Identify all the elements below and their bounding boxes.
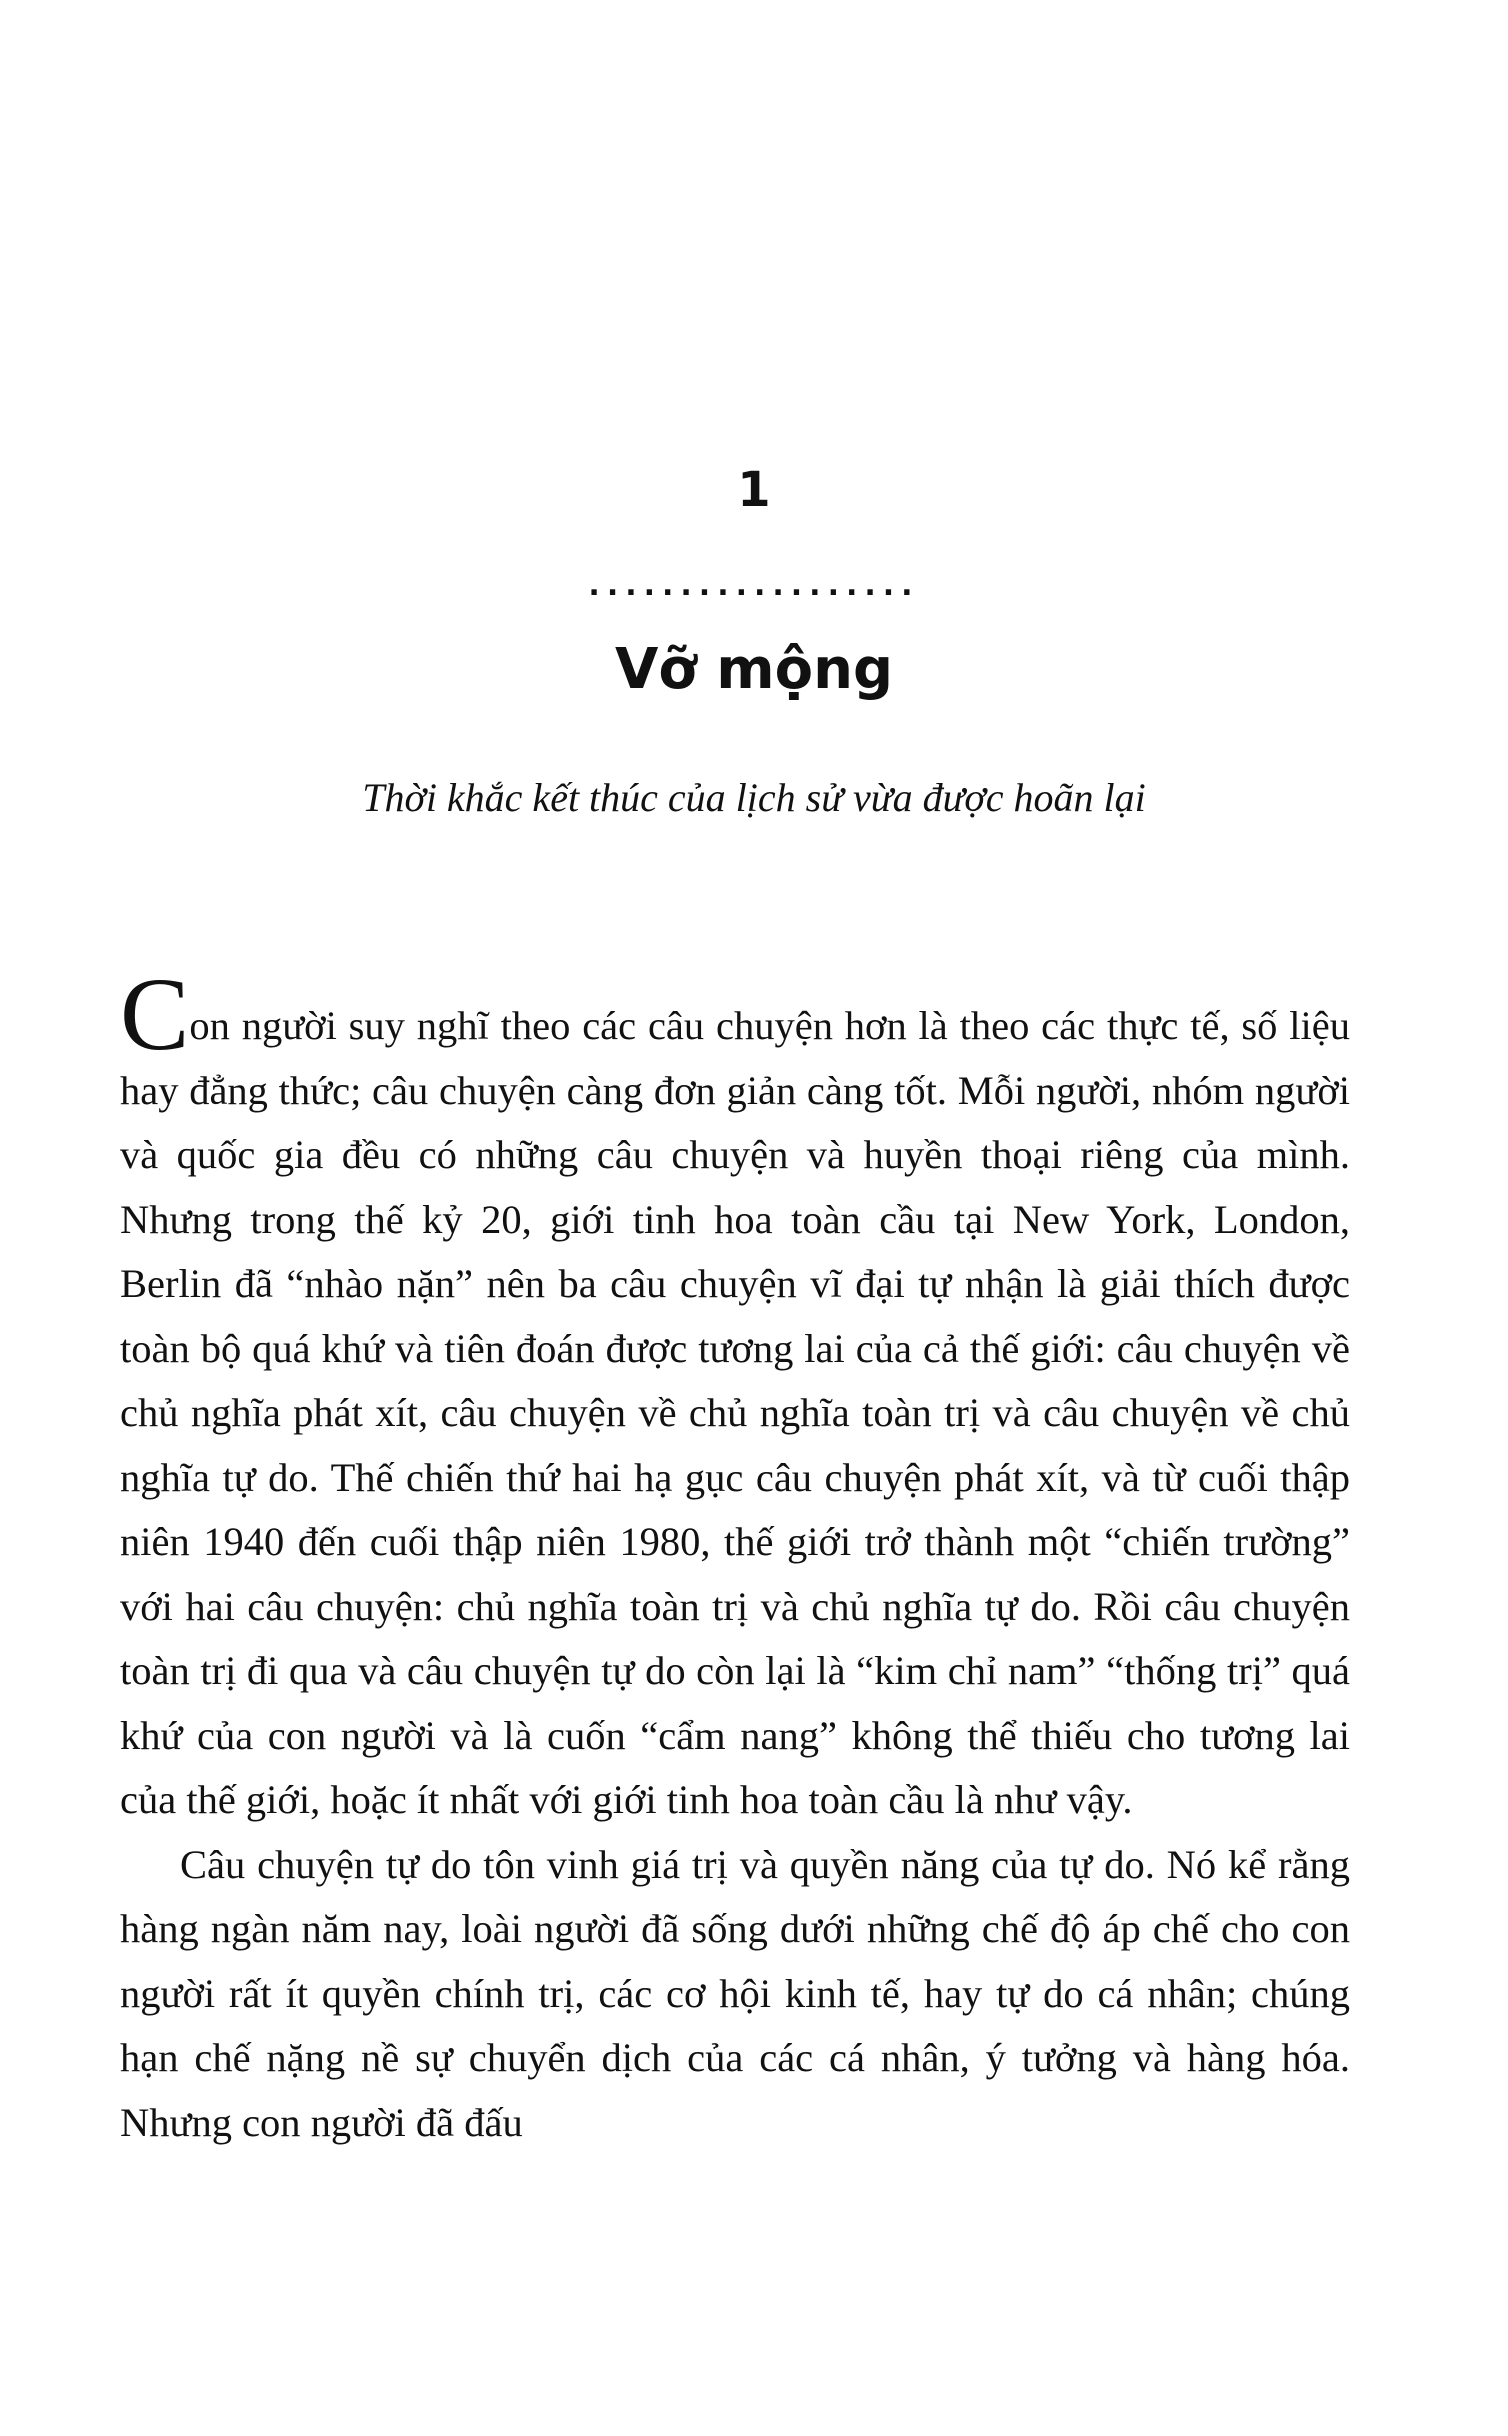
paragraph-1-text: on người suy nghĩ theo các câu chuyện hơn là theo các thực tế, số liệu hay đẳng thức; câu chuyện càng đơn giản càng tốt. Mỗi người, nhóm người và quốc gia đều có những câu chuyện và huyền thoại riêng của mình. Nhưng trong thế kỷ 20, giới tinh hoa toàn cầu tại New York, London, Berlin đã “nhào nặn” nên ba câu chuyện vĩ đại tự nhận là giải thích được toàn bộ quá khứ và tiên đoán được tương lai của cả thế giới: câu chuyện về chủ nghĩa phát xít, câu chuyện về chủ nghĩa toàn trị và câu chuyện về chủ nghĩa tự do. Thế chiến thứ hai hạ gục câu chuyện phát xít, và từ cuối thập niên 1940 đến cuối thập niên 1980, thế giới trở thành một “chiến trường” với hai câu chuyện: chủ nghĩa toàn trị và chủ nghĩa tự do. Rồi câu chuyện toàn trị đi qua và câu chuyện tự do còn lại là “kim chỉ nam” “thống trị” quá khứ của con người và là cuốn “cẩm nang” không thể thiếu cho tương lai của thế giới, hoặc ít nhất với giới tinh hoa toàn cầu là như vậy.	[120, 1003, 1350, 1822]
paragraph-2: Câu chuyện tự do tôn vinh giá trị và quyền năng của tự do. Nó kể rằng hàng ngàn năm nay, loài người đã sống dưới những chế độ áp chế cho con người rất ít quyền chính trị, các cơ hội kinh tế, hay tự do cá nhân; chúng hạn chế nặng nề sự chuyển dịch của các cá nhân, ý tưởng và hàng hóa. Nhưng con người đã đấu	[120, 1841, 1350, 2145]
body-text	[120, 957, 1350, 2155]
chapter-number: 1	[737, 462, 771, 518]
dotted-separator: ..................	[588, 568, 920, 603]
drop-cap: C	[120, 957, 190, 1072]
paragraph-1	[120, 957, 1350, 1833]
chapter-epigraph: Thời khắc kết thúc của lịch sử vừa được hoãn lại	[362, 775, 1146, 820]
chapter-title: Vỡ mộng	[614, 637, 894, 702]
